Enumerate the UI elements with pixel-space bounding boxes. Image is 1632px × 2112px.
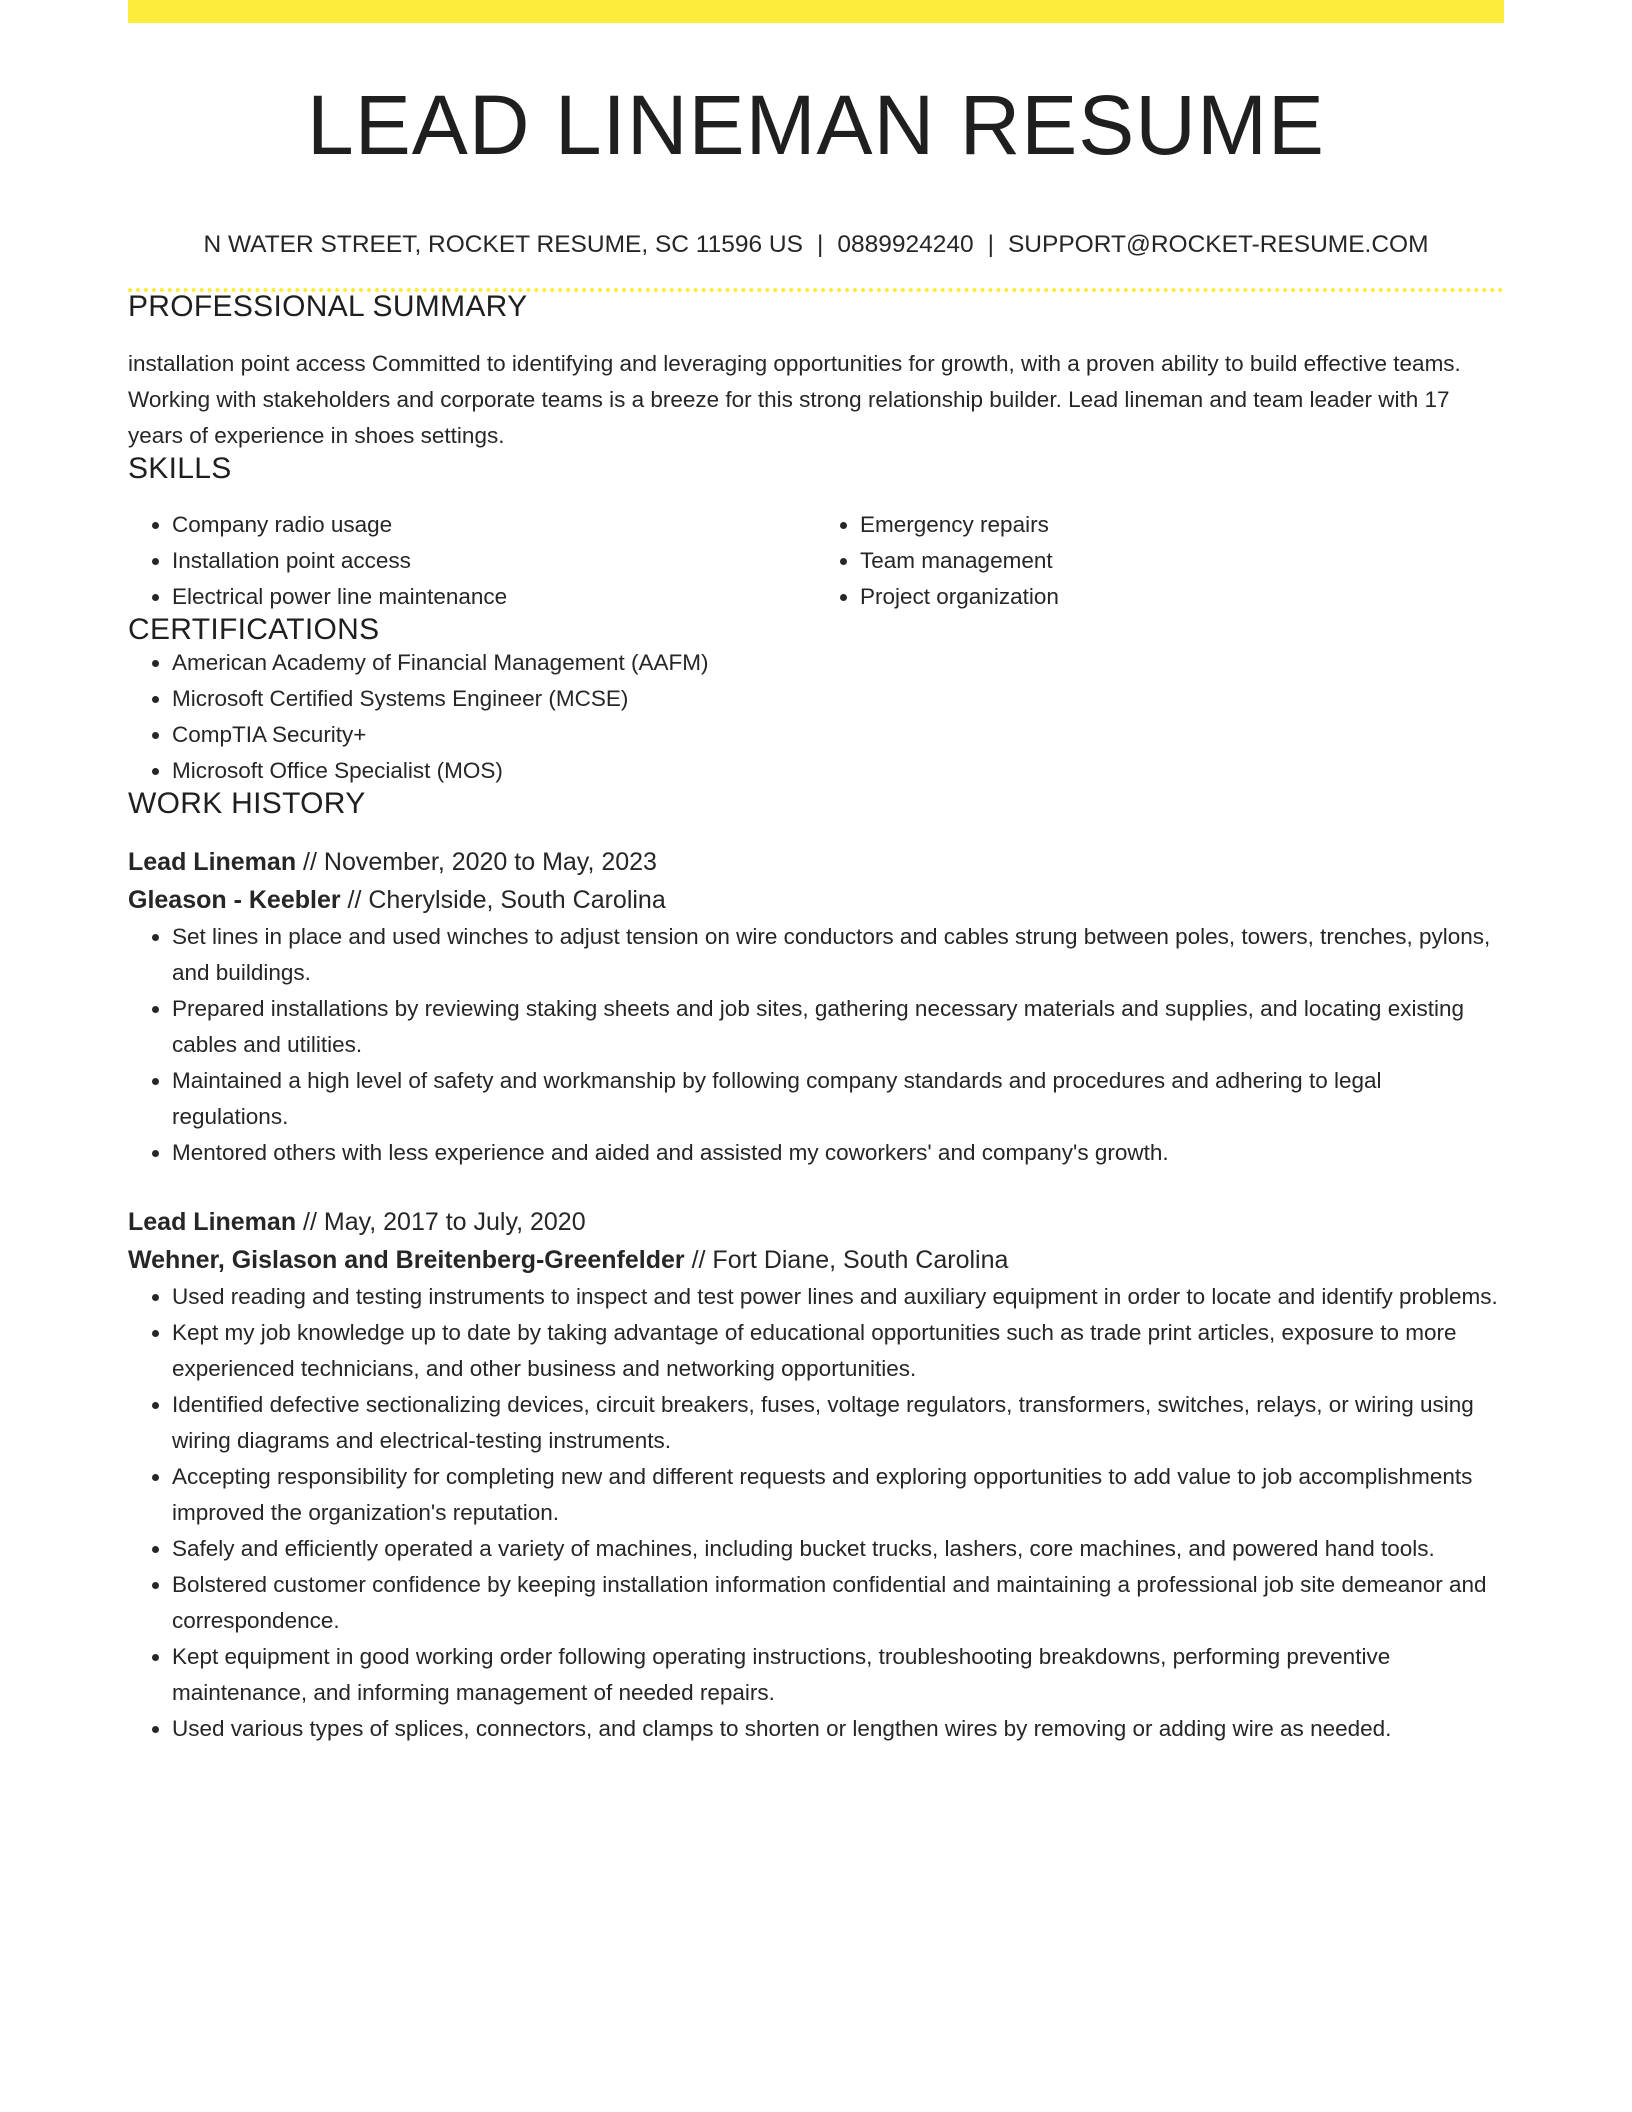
contact-address: N WATER STREET, ROCKET RESUME, SC 11596 US [203,231,803,258]
skill-item: • Emergency repairs [860,507,1504,543]
job-duties-list [128,919,1504,1171]
certification-item: • CompTIA Security+ [172,717,1504,753]
job-company: Wehner, Gislason and Breitenberg-Greenfelder [128,1245,685,1274]
certifications-heading: CERTIFICATIONS [128,612,380,646]
skill-item: • Company radio usage [172,507,816,543]
job-duty-item: • Kept my job knowledge up to date by taking advantage of educational opportunities such as trade print articles, exposure to more experienced technicians, and other business and networking opportunities. [172,1315,1504,1387]
job-duty-item: • Used reading and testing instruments to inspect and test power lines and auxiliary equipment in order to locate and identify problems. [172,1279,1504,1315]
certification-item: • Microsoft Certified Systems Engineer (MCSE) [172,681,1504,717]
contact-line [128,233,1504,258]
job-dates: // November, 2020 to May, 2023 [303,847,657,876]
job-duty-item: • Safely and efficiently operated a variety of machines, including bucket trucks, lashers, core machines, and powered hand tools. [172,1531,1504,1567]
job-company-line [128,881,1504,919]
job-company: Gleason - Keebler [128,885,341,914]
job-company-line [128,1241,1504,1279]
skill-item: • Electrical power line maintenance [172,579,816,615]
job-duty-item: • Set lines in place and used winches to adjust tension on wire conductors and cables strung between poles, towers, trenches, pylons, and buildings. [172,919,1504,991]
job-duties-list [128,1279,1504,1747]
resume-page [128,0,1504,1747]
job-duty-item: • Prepared installations by reviewing staking sheets and job sites, gathering necessary materials and supplies, and locating existing cables and utilities. [172,991,1504,1063]
contact-phone: 0889924240 [837,231,974,258]
contact-separator: | [987,231,994,258]
accent-top-bar [128,0,1504,23]
job-location: // Fort Diane, South Carolina [691,1245,1009,1274]
job-duty-item: • Kept equipment in good working order following operating instructions, troubleshooting breakdowns, performing preventive maintenance, and informing management of needed repairs. [172,1639,1504,1711]
skills-heading: SKILLS [128,451,232,485]
skills-list-right [816,507,1504,615]
resume-title: LEAD LINEMAN RESUME [307,78,1325,172]
summary-text: installation point access Committed to identifying and leveraging opportunities for growth, with a proven ability to build effective teams. Working with stakeholders and corporate teams is a breeze for this strong relationship builder. Lead lineman and team leader with 17 years of experience in shoes settings. [128,350,1461,448]
skill-item: • Team management [860,543,1504,579]
job-duty-item: • Identified defective sectionalizing devices, circuit breakers, fuses, voltage regulators, transformers, switches, relays, or wiring using wiring diagrams and electrical-testing instruments. [172,1387,1504,1459]
skills-list-left [128,507,816,615]
job-duty-item: • Accepting responsibility for completing new and different requests and exploring opportunities to add value to job accomplishments improved the organization's reputation. [172,1459,1504,1531]
skills-columns [128,507,1504,615]
summary-heading: PROFESSIONAL SUMMARY [128,289,528,323]
contact-separator: | [816,231,824,258]
certification-item: • Microsoft Office Specialist (MOS) [172,753,1504,789]
job-duty-item: • Used various types of splices, connectors, and clamps to shorten or lengthen wires by removing or adding wire as needed. [172,1711,1504,1747]
job-role-line [128,1203,1504,1241]
job-duty-item: • Maintained a high level of safety and workmanship by following company standards and procedures and adhering to legal regulations. [172,1063,1504,1135]
job-entry [128,1203,1504,1747]
job-role-line [128,843,1504,881]
skill-item: • Installation point access [172,543,816,579]
work-history-heading: WORK HISTORY [128,786,366,820]
job-duty-item: • Mentored others with less experience and aided and assisted my coworkers' and company's growth. [172,1135,1504,1171]
job-role: Lead Lineman [128,1207,297,1236]
job-role: Lead Lineman [128,847,297,876]
job-duty-item: • Bolstered customer confidence by keeping installation information confidential and maintaining a professional job site demeanor and correspondence. [172,1567,1504,1639]
job-entry [128,843,1504,1171]
job-location: // Cherylside, South Carolina [347,885,666,914]
job-dates: // May, 2017 to July, 2020 [303,1207,586,1236]
skill-item: • Project organization [860,579,1504,615]
certification-item: • American Academy of Financial Management (AAFM) [172,645,1504,681]
certifications-list [128,645,1504,789]
contact-email: SUPPORT@ROCKET-RESUME.COM [1007,231,1429,258]
